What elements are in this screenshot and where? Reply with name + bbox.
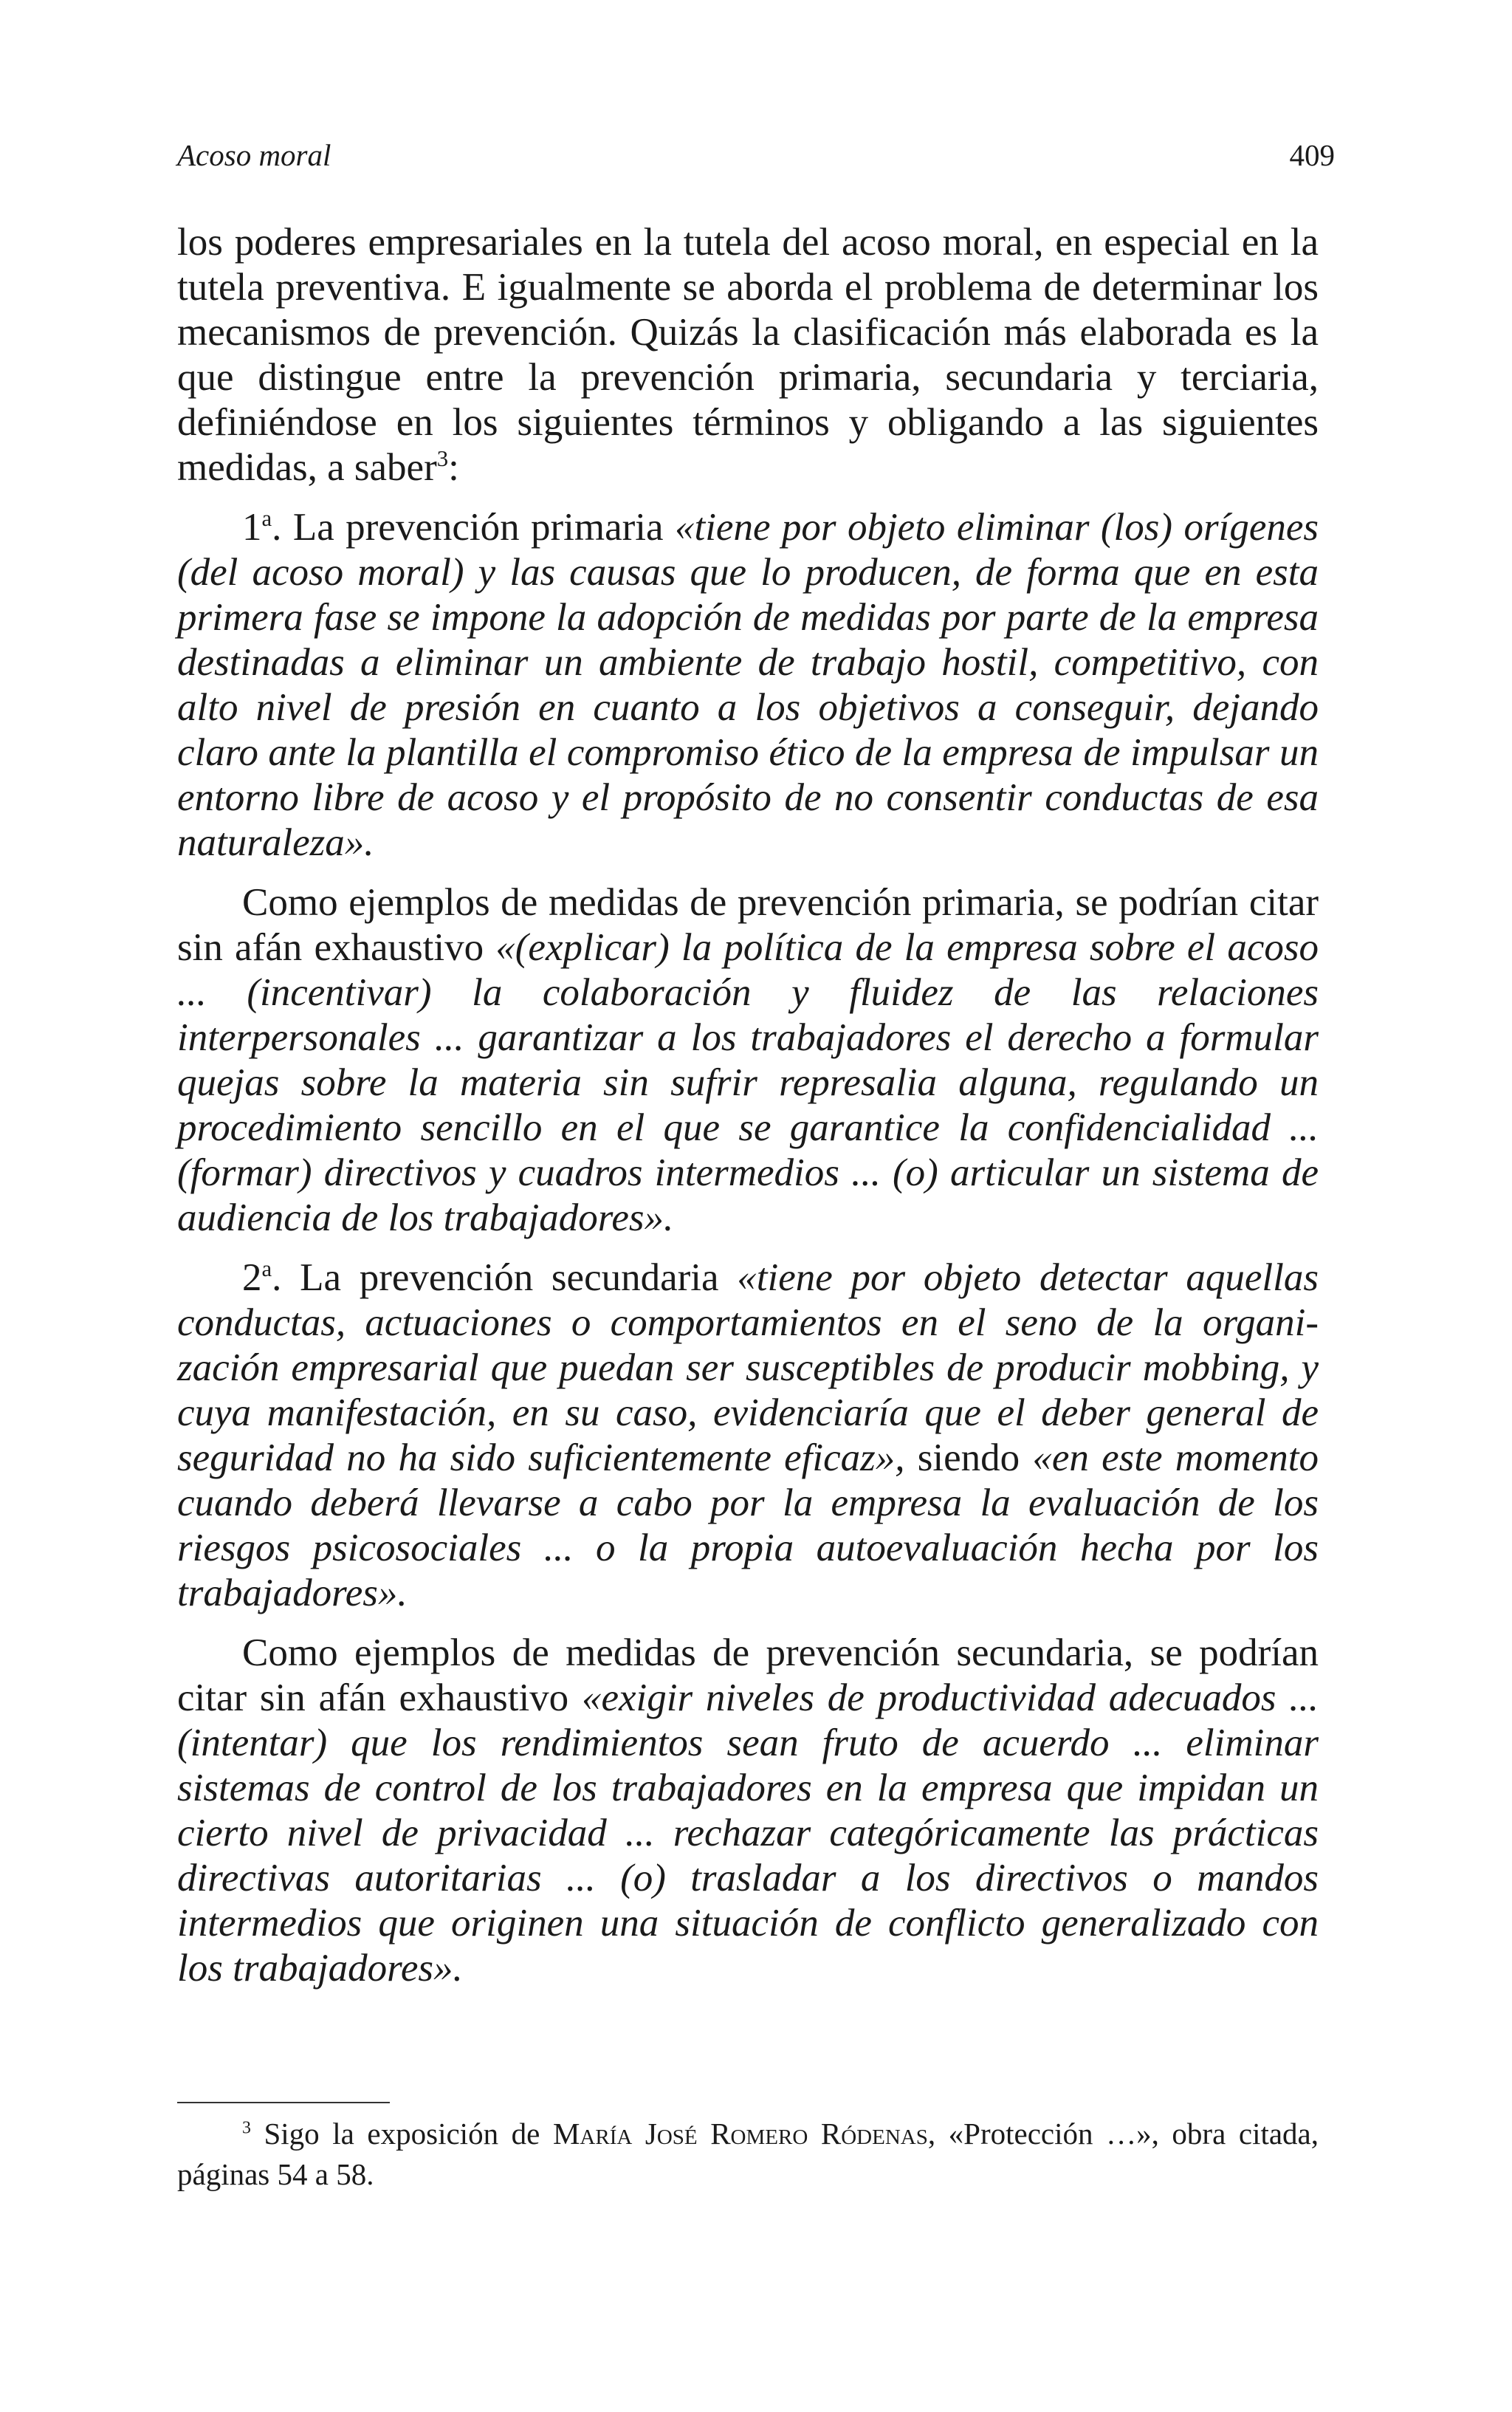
quotation: «tiene por objeto eliminar (los) orígenes (del acoso moral) y las causas que lo producen, de forma que en esta primera fase se impone la adopción de medidas por parte de la empresa destinadas a eliminar un ambiente de trabajo hostil, competitivo, con alto nivel de presión en cuanto a los objetivos a conseguir, dejando claro ante la plantilla el compromiso ético de la empresa de impulsar un entorno libre de acoso y el propósito de no consentir conductas de esa naturaleza».	[177, 506, 1319, 864]
paragraph-secondary-prevention: 2$^a$. La prevención secundaria «tiene por objeto detectar aquellas conductas, actuaciones o comportamientos en el seno de la organización empresarial que puedan ser susceptibles de producir mobbing, y cuya manifestación, en su caso, evidenciaría que el deber general de seguridad no ha sido suficientemente eficaz», siendo «en este momento cuando deberá llevarse a cabo por la empresa la evaluación de los riesgos psicosociales ... o la propia autoevaluación hecha por los trabajadores».	[177, 1255, 1319, 1614]
footnote: $^3$ Sigo la exposición de María José Romero Ródenas, «Protección …», obra citada, páginas 54 a 58.	[177, 2117, 1319, 2191]
page-header	[177, 137, 1335, 174]
running-title: Acoso moral	[177, 138, 331, 172]
paragraph-intro: los poderes empresariales en la tutela del acoso moral, en especial en la tutela preventiva. E igualmente se aborda el problema de determinar los mecanismos de prevención. Quizás la clasificación más elaborada es la que distingue entre la prevención primaria, secundaria y terciaria, definiéndose en los siguientes términos y obligando a las siguientes medidas, a saber$^3$:	[177, 221, 1319, 489]
footnote-divider	[177, 2102, 390, 2103]
footnote-number: 3	[242, 2118, 251, 2138]
page-number: 409	[1289, 138, 1335, 172]
paragraph-primary-examples: Como ejemplos de medidas de prevención primaria, se podrían citar sin afán exhaustivo «(explicar) la política de la empresa sobre el acoso ... (incentivar) la colaboración y fluidez de las relaciones interpersonales ... garantizar a los trabajadores el derecho a formular quejas sobre la materia sin sufrir represalia alguna, regulando un procedimiento sencillo en el que se garantice la confidencialidad ... (formar) directivos y cuadros intermedios ... (o) articular un sistema de audiencia de los trabajadores».	[177, 881, 1319, 1239]
footnote-reference[interactable]: 3	[436, 445, 449, 471]
quotation: «en este momento cuando deberá llevarse a cabo por la empresa la evaluación de los riesgos psicosociales ... o la propia autoevaluación hecha por los trabajadores».	[177, 1436, 1319, 1614]
body-text	[177, 220, 1319, 1991]
quotation: «exigir niveles de productividad adecuados ... (intentar) que los rendimientos sean fruto de acuerdo ... eliminar sistemas de control de los trabajadores en la empresa que impidan un cierto nivel de privacidad ... rechazar categóricamente las prácticas directivas autoritarias ... (o) trasladar a los directivos o mandos intermedios que originen una situación de conflicto generalizado con los trabajadores».	[177, 1676, 1319, 1990]
paragraph-secondary-examples: Como ejemplos de medidas de prevención secundaria, se podrían citar sin afán exhaustivo «exigir niveles de productividad adecuados ... (intentar) que los rendimientos sean fruto de acuerdo ... eliminar sistemas de control de los trabajadores en la empresa que impidan un cierto nivel de privacidad ... rechazar categóricamente las prácticas directivas autoritarias ... (o) trasladar a los directivos o mandos intermedios que originen una situación de conflicto generalizado con los trabajadores».	[177, 1631, 1319, 1990]
paragraph-primary-prevention: 1$^a$. La prevención primaria «tiene por objeto eliminar (los) orígenes (del acoso moral) y las causas que lo producen, de forma que en esta primera fase se impone la adopción de medidas por parte de la empresa destinadas a eliminar un ambiente de trabajo hostil, competitivo, con alto nivel de presión en cuanto a los objetivos a conseguir, dejando claro ante la plantilla el compromiso ético de la empresa de impulsar un entorno libre de acoso y el propósito de no consentir conductas de esa naturaleza».	[177, 505, 1319, 864]
quotation: «(explicar) la política de la empresa sobre el acoso ... (incentivar) la colaboración y fluidez de las relaciones interpersonales ... garantizar a los trabajadores el derecho a formular quejas sobre la materia sin sufrir represalia alguna, regulando un procedimiento sencillo en el que se garantice la confidencialidad ... (formar) directivos y cuadros intermedios ... (o) articular un sistema de audiencia de los trabajadores».	[177, 926, 1319, 1239]
footnote-author: María José Romero Ródenas	[552, 2117, 928, 2151]
quotation: «tiene por objeto detectar aquellas conductas, actuaciones o comportamientos en el seno de la organización empresarial que puedan ser susceptibles de producir mobbing, y cuya manifestación, en su caso, evidenciaría que el deber general de seguridad no ha sido suficientemente eficaz»,	[177, 1256, 1319, 1479]
